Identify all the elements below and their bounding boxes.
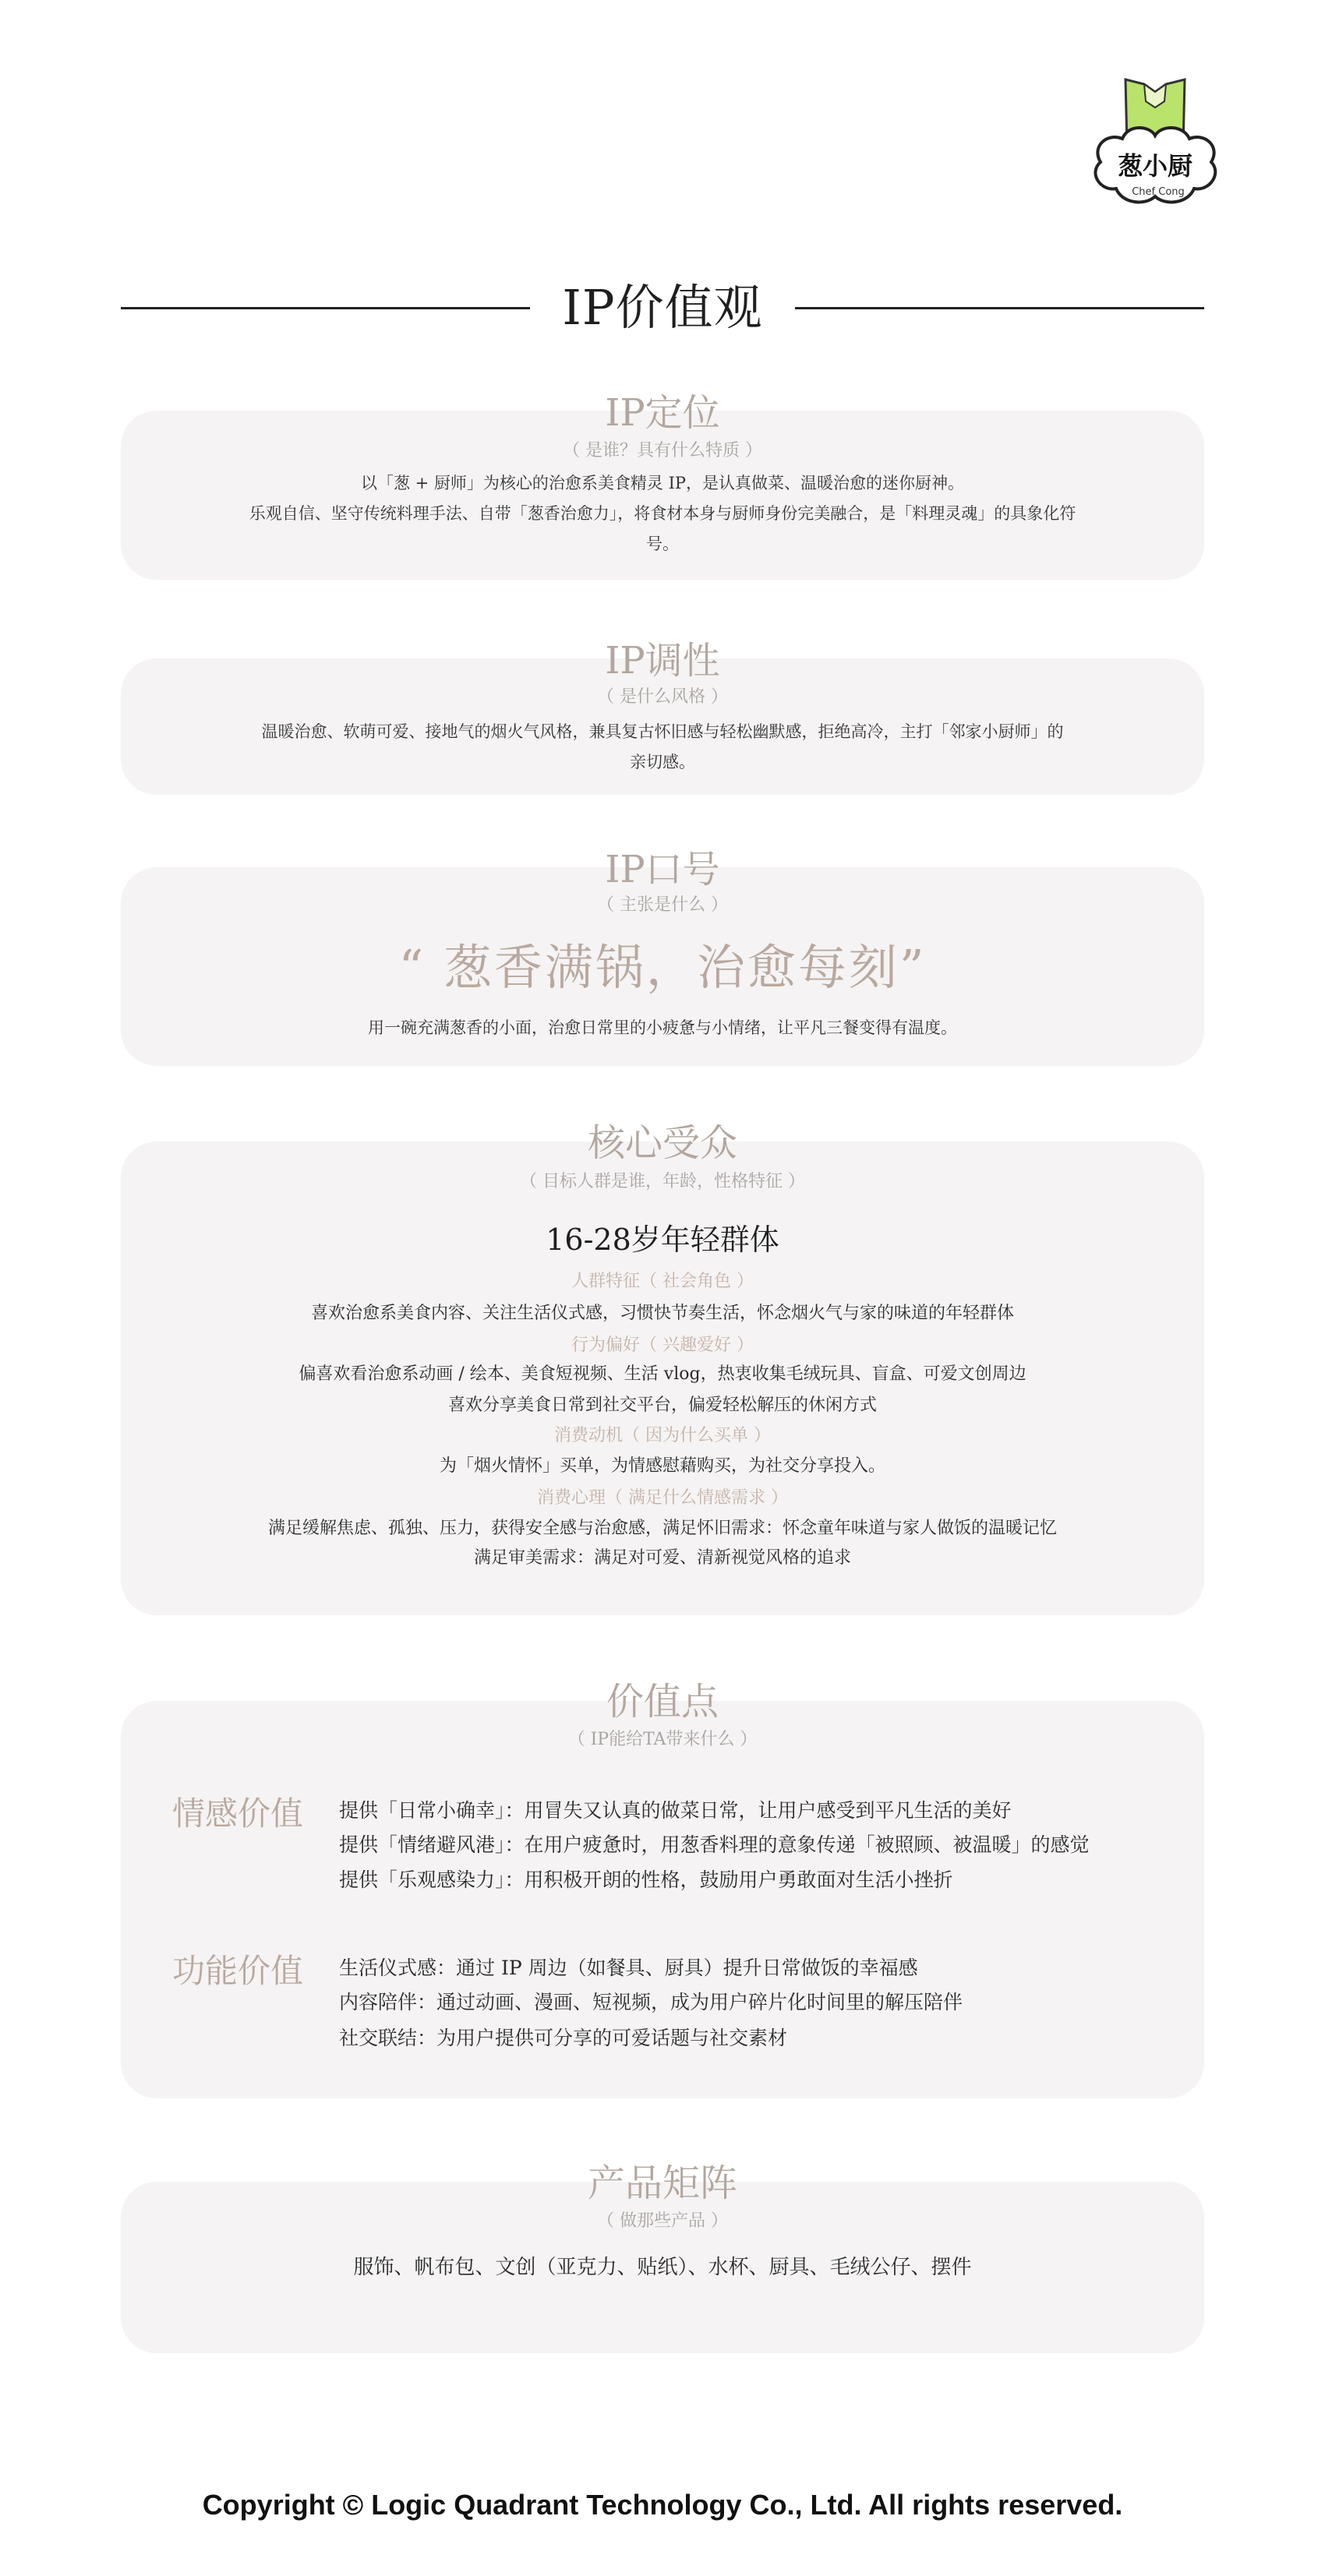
emotional-value-label: 情感价值 <box>171 1794 303 1833</box>
audience-headline: 16-28岁年轻群体 <box>546 1223 779 1257</box>
tone-title: IP调性 <box>605 639 720 683</box>
logo-name-text: 葱小厨 <box>1117 151 1193 181</box>
slogan-subtitle: （ 主张是什么 ） <box>597 895 728 915</box>
positioning-line-1: 以「葱 + 厨师」为核心的治愈系美食精灵 IP，是认真做菜、温暖治愈的迷你厨神。 <box>360 474 965 492</box>
page-title: IP价值观 <box>562 279 763 336</box>
audience-label-behavior: 行为偏好（ 兴趣爱好 ） <box>571 1336 754 1355</box>
products-subtitle: （ 做那些产品 ） <box>597 2211 728 2231</box>
positioning-line-2: 乐观自信、坚守传统料理手法、自带「葱香治愈力」，将食材本身与厨师身份完美融合，是「料理灵魂」的具象化符 <box>249 504 1076 523</box>
tone-line-1: 温暖治愈、软萌可爱、接地气的烟火气风格，兼具复古怀旧感与轻松幽默感，拒绝高冷，主打「邻家小厨师」的 <box>261 722 1064 741</box>
brand-logo <box>1077 75 1233 212</box>
functional-value-label: 功能价值 <box>171 1952 303 1990</box>
audience-traits-text: 喜欢治愈系美食内容、关注生活仪式感，习惯快节奏生活，怀念烟火气与家的味道的年轻群体 <box>310 1304 1014 1323</box>
title-divider-right <box>795 307 1204 309</box>
functional-value-line-3: 社交联结：为用户提供可分享的可爱话题与社交素材 <box>339 2027 788 2049</box>
audience-behavior-text-1: 偏喜欢看治愈系动画 / 绘本、美食短视频、生活 vlog，热衷收集毛绒玩具、盲盒、可爱文创周边 <box>299 1364 1026 1384</box>
audience-subtitle: （ 目标人群是谁，年龄，性格特征 ） <box>520 1172 805 1191</box>
audience-behavior-text-2: 喜欢分享美食日常到社交平台，偏爱轻松解压的休闲方式 <box>447 1396 877 1415</box>
positioning-line-3: 号。 <box>646 535 679 553</box>
tone-line-2: 亲切感。 <box>630 753 695 771</box>
emotional-value-line-3: 提供「乐观感染力」：用积极开朗的性格，鼓励用户勇敢面对生活小挫折 <box>339 1868 953 1891</box>
tone-subtitle: （ 是什么风格 ） <box>597 687 728 707</box>
page-title-row <box>121 273 1204 343</box>
products-title: 产品矩阵 <box>587 2161 737 2205</box>
slogan-title: IP口号 <box>605 848 720 891</box>
audience-label-psychology: 消费心理（ 满足什么情感需求 ） <box>537 1488 788 1508</box>
audience-title: 核心受众 <box>587 1121 737 1165</box>
logo-sub-text: Chef Cong <box>1132 186 1185 198</box>
products-text: 服饰、帆布包、文创（亚克力、贴纸）、水杯、厨具、毛绒公仔、摆件 <box>353 2256 972 2279</box>
audience-psychology-text-2: 满足审美需求：满足对可爱、清新视觉风格的追求 <box>473 1548 851 1568</box>
audience-label-traits: 人群特征（ 社会角色 ） <box>571 1272 754 1291</box>
functional-value-line-2: 内容陪伴：通过动画、漫画、短视频，成为用户碎片化时间里的解压陪伴 <box>339 1991 963 2013</box>
audience-motive-text: 为「烟火情怀」买单，为情感慰藉购买，为社交分享投入。 <box>439 1456 885 1476</box>
positioning-subtitle: （ 是谁？具有什么特质 ） <box>563 441 762 461</box>
values-title: 价值点 <box>606 1680 719 1724</box>
audience-label-motive: 消费动机（ 因为什么买单 ） <box>554 1426 771 1445</box>
audience-psychology-text-1: 满足缓解焦虑、孤独、压力，获得安全感与治愈感，满足怀旧需求：怀念童年味道与家人做饭的温暖记忆 <box>267 1519 1057 1538</box>
emotional-value-line-1: 提供「日常小确幸」：用冒失又认真的做菜日常，让用户感受到平凡生活的美好 <box>339 1799 1012 1822</box>
emotional-value-line-2: 提供「情绪避风港」：在用户疲惫时，用葱香料理的意象传递「被照顾、被温暖」的感觉 <box>339 1833 1090 1856</box>
positioning-title: IP定位 <box>605 391 720 435</box>
values-subtitle: （ IP能给TA带来什么 ） <box>567 1730 758 1749</box>
slogan-desc: 用一碗充满葱香的小面，治愈日常里的小疲惫与小情绪，让平凡三餐变得有温度。 <box>368 1018 957 1037</box>
functional-value-line-1: 生活仪式感：通过 IP 周边（如餐具、厨具）提升日常做饭的幸福感 <box>339 1957 918 1979</box>
copyright-text: Copyright © Logic Quadrant Technology Co., Ltd. All rights reserved. <box>202 2489 1123 2521</box>
slogan-text: “ 葱香满锅，治愈每刻” <box>398 939 927 996</box>
